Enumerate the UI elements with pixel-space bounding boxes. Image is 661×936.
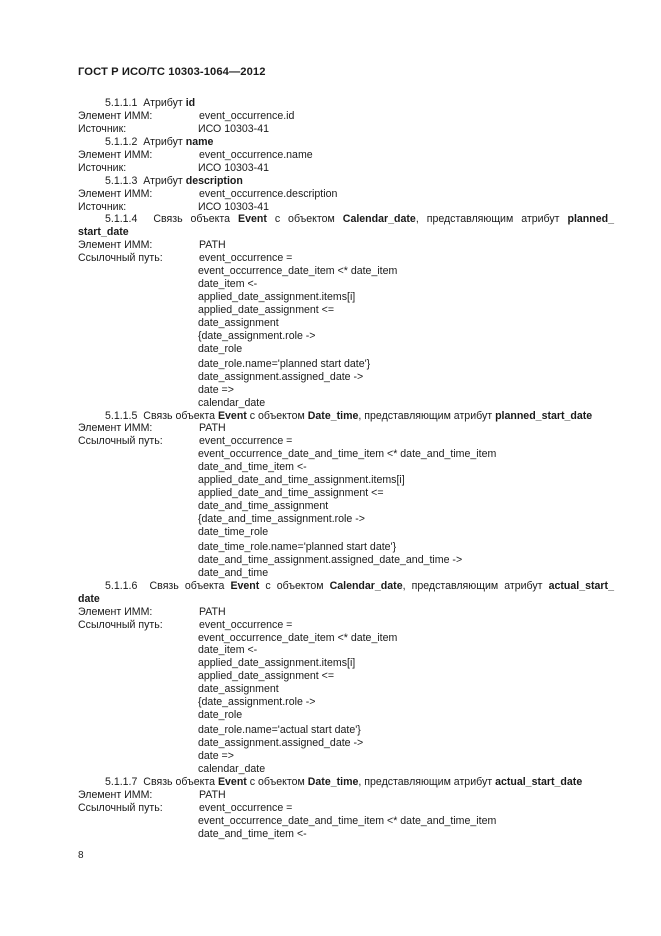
source-label: Источник: xyxy=(78,161,127,174)
section-heading-id xyxy=(78,97,614,110)
imm-element-label: Элемент ИММ: xyxy=(78,605,153,618)
section-heading-actual-start-datetime xyxy=(78,776,614,789)
imm-element-label: Элемент ИММ: xyxy=(78,109,153,122)
path-line: applied_date_assignment <= xyxy=(198,304,335,317)
imm-element-row xyxy=(78,110,614,123)
path-line: {date_assignment.role -> xyxy=(198,696,316,709)
path-line: date_role.name='planned start date'} xyxy=(198,357,371,370)
heading-text: , представляющим атрибут xyxy=(415,213,560,226)
object-name: Date_time xyxy=(307,409,359,422)
attribute-name: date xyxy=(78,592,100,605)
ref-path-row xyxy=(78,435,614,448)
imm-element-value: PATH xyxy=(199,422,226,435)
heading-text: с объектом xyxy=(249,775,305,788)
path-line: applied_date_and_time_assignment <= xyxy=(198,487,384,500)
imm-element-label: Элемент ИММ: xyxy=(78,422,153,435)
imm-element-label: Элемент ИММ: xyxy=(78,187,153,200)
heading-text: Связь объекта xyxy=(149,579,225,592)
object-name: Event xyxy=(238,213,267,226)
source-label: Источник: xyxy=(78,200,127,213)
page-number: 8 xyxy=(78,850,84,861)
heading-text: с объектом xyxy=(249,409,305,422)
path-line: date_and_time_item <- xyxy=(198,461,307,474)
path-line: applied_date_and_time_assignment.items[i] xyxy=(198,474,405,487)
heading-text: , представляющим атрибут xyxy=(358,409,493,422)
heading-line-2 xyxy=(78,226,614,239)
imm-element-row xyxy=(78,188,614,201)
path-line: event_occurrence_date_and_time_item <* date_and_time_item xyxy=(198,814,497,827)
section-number: 5.1.1.2 xyxy=(105,135,138,148)
path-line: date_role xyxy=(198,709,243,722)
path-line: date => xyxy=(198,383,234,396)
source-row xyxy=(78,123,614,136)
imm-element-row xyxy=(78,606,614,619)
imm-element-row xyxy=(78,149,614,162)
object-name: Date_time xyxy=(307,775,359,788)
ref-path-row xyxy=(78,619,614,632)
section-heading-actual-start-calendar xyxy=(78,580,614,606)
imm-element-label: Элемент ИММ: xyxy=(78,239,153,252)
section-heading-description xyxy=(78,175,614,188)
path-line: event_occurrence_date_item <* date_item xyxy=(198,631,398,644)
path-line: event_occurrence = xyxy=(199,435,293,448)
ref-path-label: Ссылочный путь: xyxy=(78,435,163,448)
path-line: applied_date_assignment.items[i] xyxy=(198,657,356,670)
imm-element-value: PATH xyxy=(199,605,226,618)
path-line: event_occurrence = xyxy=(199,801,293,814)
document-header: ГОСТ Р ИСО/ТС 10303-1064—2012 xyxy=(78,66,266,78)
path-line: date_time_role xyxy=(198,525,269,538)
path-line: applied_date_assignment <= xyxy=(198,670,335,683)
section-prefix: Атрибут xyxy=(143,174,183,187)
object-name: Event xyxy=(217,409,247,422)
object-name: Event xyxy=(230,579,260,592)
path-line: date_and_time_assignment.assigned_date_and_time -> xyxy=(198,553,463,566)
section-prefix: Атрибут xyxy=(143,97,183,109)
attribute-name: planned_ xyxy=(567,213,614,226)
imm-element-label: Элемент ИММ: xyxy=(78,788,153,801)
attribute-name: actual_start_ xyxy=(548,579,614,592)
path-line: date => xyxy=(198,749,234,762)
heading-text: с объектом xyxy=(274,213,335,226)
section-number: 5.1.1.7 xyxy=(105,775,138,788)
imm-element-row xyxy=(78,422,614,435)
imm-element-value: PATH xyxy=(199,239,226,252)
source-value: ИСО 10303-41 xyxy=(198,122,269,135)
path-line: {date_assignment.role -> xyxy=(198,329,316,342)
imm-element-value: event_occurrence.id xyxy=(199,109,295,122)
path-line: date_and_time xyxy=(198,566,269,579)
heading-text: , представляющим атрибут xyxy=(358,775,493,788)
source-row xyxy=(78,162,614,175)
imm-element-label: Элемент ИММ: xyxy=(78,148,153,161)
imm-element-value: event_occurrence.name xyxy=(199,148,313,161)
attribute-name: id xyxy=(185,97,196,109)
path-line: date_assignment xyxy=(198,683,279,696)
path-line: date_role xyxy=(198,342,243,355)
section-heading-name xyxy=(78,136,614,149)
path-line: date_and_time_item <- xyxy=(198,827,307,840)
path-line: {date_and_time_assignment.role -> xyxy=(198,513,365,526)
heading-text: Связь объекта xyxy=(143,775,216,788)
heading-text: Связь объекта xyxy=(143,409,216,422)
path-line: event_occurrence = xyxy=(199,618,293,631)
object-name: Event xyxy=(217,775,247,788)
path-line: calendar_date xyxy=(198,762,266,775)
attribute-name: name xyxy=(185,135,214,148)
ref-path-row xyxy=(78,802,614,815)
source-value: ИСО 10303-41 xyxy=(198,161,269,174)
section-number: 5.1.1.1 xyxy=(105,97,138,109)
path-line: date_assignment.assigned_date -> xyxy=(198,737,364,749)
section-number: 5.1.1.5 xyxy=(105,409,138,422)
document-body xyxy=(78,97,614,841)
imm-element-row xyxy=(78,789,614,802)
imm-element-value: PATH xyxy=(199,788,226,801)
path-line: applied_date_assignment.items[i] xyxy=(198,291,356,304)
section-number: 5.1.1.6 xyxy=(105,579,138,592)
path-line: date_item <- xyxy=(198,278,258,291)
ref-path-row xyxy=(78,252,614,265)
source-row xyxy=(78,201,614,214)
imm-element-row xyxy=(78,239,614,252)
heading-line-1 xyxy=(105,213,614,226)
path-line: event_occurrence = xyxy=(199,252,293,265)
attribute-name: description xyxy=(185,174,243,187)
attribute-name: actual_start_date xyxy=(495,775,583,788)
path-line: event_occurrence_date_and_time_item <* date_and_time_item xyxy=(198,448,497,461)
heading-text: Связь объекта xyxy=(153,213,231,226)
section-heading-planned-start-calendar xyxy=(78,213,614,239)
path-line: calendar_date xyxy=(198,396,266,409)
path-line: date_assignment.assigned_date -> xyxy=(198,370,364,383)
heading-text: , представляющим атрибут xyxy=(402,579,543,592)
ref-path-label: Ссылочный путь: xyxy=(78,801,163,814)
object-name: Calendar_date xyxy=(342,213,416,226)
ref-path-label: Ссылочный путь: xyxy=(78,252,163,265)
section-number: 5.1.1.3 xyxy=(105,174,138,187)
path-line: date_item <- xyxy=(198,644,258,657)
heading-text: с объектом xyxy=(265,579,324,592)
source-value: ИСО 10303-41 xyxy=(198,200,269,213)
path-line: date_role.name='actual start date'} xyxy=(198,724,361,737)
object-name: Calendar_date xyxy=(329,579,403,592)
imm-element-value: event_occurrence.description xyxy=(199,187,338,200)
section-prefix: Атрибут xyxy=(143,135,183,148)
path-line: date_time_role.name='planned start date'} xyxy=(198,540,397,553)
heading-line-1 xyxy=(105,580,614,593)
source-label: Источник: xyxy=(78,122,127,135)
section-number: 5.1.1.4 xyxy=(105,213,138,226)
attribute-name: planned_start_date xyxy=(495,409,593,422)
section-heading-planned-start-datetime xyxy=(78,410,614,423)
path-line: date_assignment xyxy=(198,316,279,329)
path-line: date_and_time_assignment xyxy=(198,500,329,513)
ref-path-label: Ссылочный путь: xyxy=(78,618,163,631)
heading-line-2 xyxy=(78,593,614,606)
path-line: event_occurrence_date_item <* date_item xyxy=(198,265,398,278)
attribute-name: start_date xyxy=(78,226,129,239)
